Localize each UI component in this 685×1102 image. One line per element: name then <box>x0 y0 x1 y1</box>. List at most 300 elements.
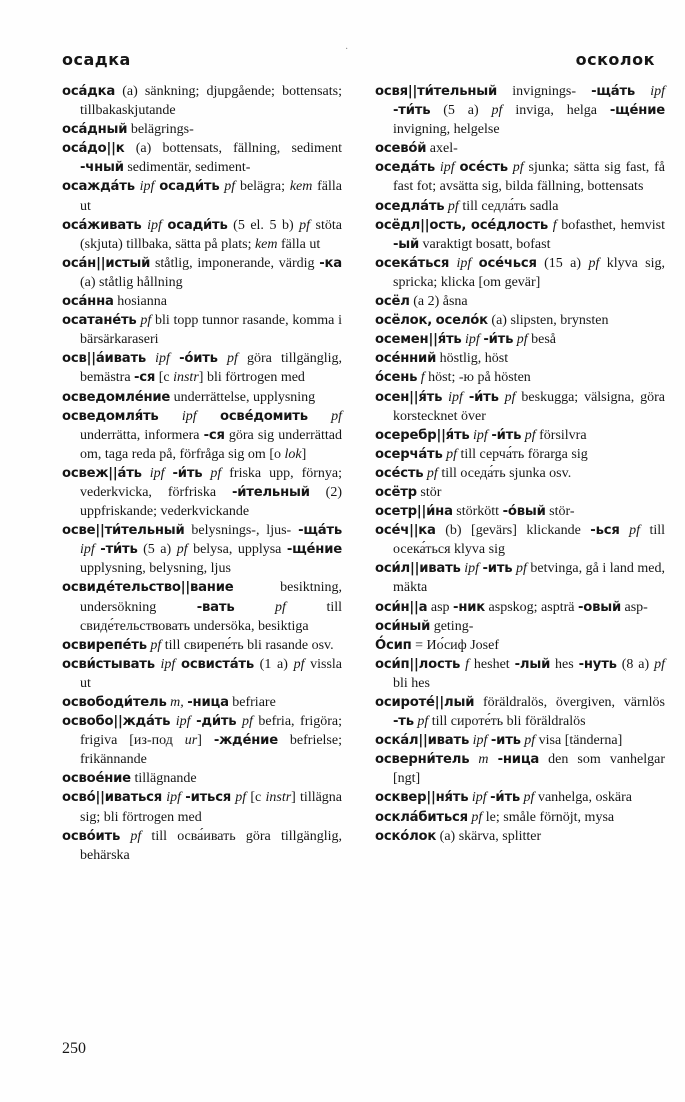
entry-subform: -и́тельный <box>231 484 310 500</box>
grammar-label: ipf <box>472 733 488 749</box>
grammar-label: ipf <box>147 217 162 233</box>
entry-headword: осквер||ня́ть <box>375 790 469 806</box>
entry-text: störkött <box>452 504 503 520</box>
entry-text <box>165 466 173 481</box>
dictionary-entry <box>375 464 665 483</box>
grammar-label: m, <box>170 695 184 710</box>
entry-text <box>635 84 650 99</box>
entry-headword: осёл <box>375 294 410 310</box>
entry-subform: -нуть <box>578 656 617 672</box>
entry-headword: осажда́ть <box>62 179 135 195</box>
entry-headword: осв||а́ивать <box>62 351 147 367</box>
dictionary-entry <box>375 158 665 196</box>
entry-text: visa [tänderna] <box>535 733 623 749</box>
entry-headword: О́сип <box>375 637 412 653</box>
entry-text: till седла́ть sadla <box>458 198 559 214</box>
entry-text: (15 a) <box>536 255 589 271</box>
dictionary-entry <box>62 769 342 788</box>
entry-headword: освирепе́ть <box>62 637 147 653</box>
entry-text <box>449 256 456 271</box>
entry-headword: осево́й <box>375 141 427 157</box>
entry-subform: -ить <box>490 733 521 749</box>
entry-text <box>308 409 331 424</box>
dictionary-entry <box>375 483 665 502</box>
entry-headword: осво́ить <box>62 828 121 844</box>
entry-subform: -ти́ть <box>393 103 431 119</box>
entry-text: till сироте́ть bli föräldralös <box>428 714 586 730</box>
dictionary-entry <box>62 82 342 120</box>
entry-text: befria, frigöra; frigiva [из-под <box>80 714 343 749</box>
entry-text: (5 a) <box>430 103 492 119</box>
running-head-right: осколок <box>575 50 655 69</box>
entry-text: = Ио́сиф Josef <box>411 637 499 653</box>
entry-headword: освое́ние <box>62 771 131 787</box>
dictionary-entry <box>62 311 342 349</box>
dictionary-entry <box>62 655 342 693</box>
entry-headword: осеребр||я́ть <box>375 427 470 443</box>
entry-text: vanhelga, oskära <box>534 790 633 806</box>
entry-text: till осва́ивать göra tillgänglig, behärska <box>80 828 343 863</box>
entry-text: befriare <box>228 695 276 710</box>
entry-headword: осви́стывать <box>62 656 155 672</box>
grammar-label: pf <box>491 103 503 119</box>
entry-headword: осверни́тель <box>375 752 470 768</box>
entry-subform: -ди́ть <box>196 714 237 730</box>
grammar-label: ipf <box>473 427 488 443</box>
entry-subform: -вать <box>196 599 235 615</box>
grammar-label: f <box>420 370 425 386</box>
entry-text: ] bli förtrogen med <box>198 370 305 386</box>
entry-headword: оса́живать <box>62 217 142 233</box>
dictionary-entry <box>62 292 342 311</box>
dictionary-entry <box>62 254 342 292</box>
entry-subform: осе́длость <box>470 217 549 233</box>
entry-text: bofasthet, hemvist <box>556 217 666 233</box>
entry-subform: -и́ть <box>483 332 514 348</box>
entry-text: befrielse; frikännande <box>80 733 342 768</box>
dictionary-entry <box>62 388 342 407</box>
grammar-label: pf <box>224 179 236 195</box>
entry-text: [c <box>155 370 174 386</box>
grammar-label: ipf <box>471 790 487 806</box>
entry-text <box>142 466 150 481</box>
entry-subform: осади́ть <box>167 217 228 233</box>
entry-subform: -лый <box>514 656 551 672</box>
entry-headword: осе́ч||ка <box>375 523 436 539</box>
dictionary-entry <box>375 731 665 750</box>
entry-text: stör <box>416 484 442 500</box>
entry-text: (a 2) åsna <box>409 294 468 310</box>
entry-text: försilvra <box>535 427 587 443</box>
entry-text <box>489 752 498 767</box>
entry-text: le; småle förnöjt, mysa <box>482 809 615 825</box>
dictionary-entry <box>375 254 665 292</box>
entry-text: hes <box>550 656 579 672</box>
grammar-label: pf <box>150 637 162 653</box>
grammar-label: f <box>552 217 557 233</box>
dictionary-entry <box>375 368 665 387</box>
dictionary-entry <box>375 655 665 693</box>
grammar-label: pf <box>447 198 459 214</box>
entry-text: underrättelse, upplysning <box>170 389 316 405</box>
dictionary-entry <box>375 445 665 464</box>
entry-subform: -ще́ние <box>286 542 342 558</box>
entry-subform: -ница <box>187 695 229 710</box>
entry-text: (a) skärva, splitter <box>436 828 542 844</box>
entry-text: fälla ut <box>277 236 321 252</box>
entry-headword: осироте́||лый <box>375 695 475 710</box>
grammar-label: ipf <box>166 790 182 806</box>
entry-text: invigning, helgelse <box>393 122 500 138</box>
entry-text: sedimentär, sediment- <box>123 160 251 176</box>
entry-headword: осатане́ть <box>62 313 137 329</box>
grammar-label: pf <box>654 656 665 672</box>
entry-text: höst; -ю på hösten <box>424 370 531 386</box>
grammar-label: pf <box>275 599 286 615</box>
dictionary-entry <box>375 311 665 330</box>
grammar-label: pf <box>512 160 524 176</box>
dictionary-entry <box>375 808 665 827</box>
entry-headword: освя||ти́тельный <box>375 84 498 99</box>
entry-headword: оседла́ть <box>375 198 445 214</box>
entry-text: stöta (skjuta) tillbaka, sätta på plats; <box>80 217 342 252</box>
entry-text: belägrings- <box>127 122 194 138</box>
entry-text: varaktigt bosatt, bofast <box>419 236 551 252</box>
grammar-label: instr <box>265 790 292 806</box>
entry-subform: -ься <box>590 523 620 539</box>
grammar-label: ipf <box>139 179 155 195</box>
entry-headword: осве||ти́тельный <box>62 523 185 539</box>
entry-headword: оско́лок <box>375 828 437 844</box>
entry-text: vissla ut <box>80 656 343 691</box>
entry-subform: -и́ть <box>468 389 499 405</box>
entry-subform: -иться <box>185 790 232 806</box>
grammar-label: pf <box>504 389 516 405</box>
dictionary-entry <box>62 827 342 865</box>
dictionary-entry <box>375 426 665 445</box>
dictionary-entry <box>62 521 342 578</box>
grammar-label: pf <box>524 427 536 443</box>
dictionary-entry <box>375 636 665 655</box>
entry-text: göra sig underrättad om, taga reda på, förfråga sig om [o <box>80 427 342 462</box>
entry-subform: -и́ть <box>172 465 203 481</box>
entry-subform: -ница <box>497 752 540 768</box>
dictionary-entry <box>375 330 665 349</box>
page-number: 250 <box>62 1040 86 1057</box>
grammar-label: ipf <box>155 351 170 367</box>
grammar-label: pf <box>241 714 253 730</box>
grammar-label: ipf <box>465 332 480 348</box>
entry-text <box>197 409 220 424</box>
dictionary-entry <box>62 120 342 139</box>
grammar-label: kem <box>289 179 313 195</box>
entry-text: geting- <box>430 618 474 634</box>
entry-text <box>218 351 227 366</box>
entry-headword: осетр||и́на <box>375 504 453 520</box>
entry-subform: осе́чься <box>478 255 537 271</box>
grammar-label: pf <box>523 790 535 806</box>
dictionary-entry <box>375 827 665 846</box>
dictionary-entry <box>62 139 342 177</box>
entry-headword: освобо||жда́ть <box>62 714 171 730</box>
entry-text: (b) [gevärs] klickande <box>435 523 591 539</box>
grammar-label: pf <box>299 217 311 233</box>
entry-subform: -ща́ть <box>298 523 342 539</box>
entry-text: fälla ut <box>80 179 343 214</box>
dictionary-entry <box>62 407 342 464</box>
dictionary-entry <box>375 617 665 636</box>
entry-text: friska upp, förnya; vederkvicka, förfriska <box>80 465 342 500</box>
entry-text: (1 a) <box>254 656 294 672</box>
entry-subform: -и́ть <box>491 427 522 443</box>
grammar-label: pf <box>515 561 527 577</box>
grammar-label: lok <box>284 446 302 462</box>
entry-subform: -ща́ть <box>591 84 636 99</box>
entry-subform: -ый <box>393 236 420 252</box>
entry-headword: освиде́тельство||вание <box>62 580 234 596</box>
entry-headword: осемен||я́ть <box>375 332 462 348</box>
dictionary-entry <box>62 349 342 387</box>
entry-subform: -чный <box>80 160 124 176</box>
entry-text: till осека́ться klyva sig <box>393 523 666 558</box>
grammar-label: ipf <box>181 408 197 424</box>
grammar-label: pf <box>524 733 536 749</box>
entry-subform: осади́ть <box>159 179 220 195</box>
entry-text: (a) sänkning; djupgående; bottensats; tillbakaskjutande <box>80 84 342 119</box>
dictionary-entry <box>62 636 342 655</box>
entry-text: tillägnande <box>130 771 197 787</box>
dictionary-entry <box>62 177 342 215</box>
entry-text: sjunka; sätta sig fast, få fast fot; avsätta sig, bilda fällning, bottensats <box>393 160 666 195</box>
grammar-label: ipf <box>464 561 479 577</box>
entry-text: göra tillgänglig, bemästra <box>80 351 343 386</box>
entry-text: inviga, helga <box>502 103 610 119</box>
left-column <box>62 82 342 865</box>
entry-text: höstlig, höst <box>436 351 509 367</box>
entry-subform: -овый <box>577 599 622 615</box>
entry-headword: осведомля́ть <box>62 408 159 424</box>
entry-text: ] <box>301 446 307 462</box>
grammar-label: instr <box>173 370 199 386</box>
entry-subform: -ти́ть <box>100 542 138 558</box>
header-dot: · <box>345 44 349 55</box>
entry-subform: осело́к <box>435 313 488 329</box>
entry-subform: -ить <box>482 561 513 577</box>
entry-text <box>159 409 182 424</box>
entry-headword: оси́л||ивать <box>375 561 461 577</box>
right-column <box>375 82 665 846</box>
entry-text: till свиде́тельствовать undersöka, besiktiga <box>80 599 343 634</box>
dictionary-entry <box>62 464 342 521</box>
entry-text <box>170 351 179 366</box>
dictionary-entry <box>375 788 665 807</box>
entry-text: underrätta, informera <box>80 427 204 443</box>
entry-text <box>234 600 275 615</box>
entry-text <box>471 256 478 271</box>
entry-text: invignings- <box>497 84 592 99</box>
entry-subform: -ся <box>203 427 225 443</box>
entry-text: aspskog; aspträ <box>485 599 578 615</box>
grammar-label: ipf <box>448 389 463 405</box>
entry-subform: -ник <box>453 599 486 615</box>
entry-text: till серча́ть förarga sig <box>457 446 588 462</box>
entry-text: (5 a) <box>137 542 177 558</box>
entry-subform: -о́вый <box>502 504 546 520</box>
dictionary-entry <box>375 388 665 426</box>
entry-text: ståtlig, imponerande, värdig <box>150 255 320 271</box>
entry-text: ] tillägna sig; bli förtrogen med <box>80 790 343 825</box>
entry-headword: осёдл||ость, <box>375 217 467 233</box>
entry-headword: осерча́ть <box>375 446 443 462</box>
entry-text: axel- <box>426 141 458 157</box>
entry-text: bli topp tunnor rasande, komma i bärsärkaraseri <box>80 313 343 348</box>
entry-text: till свирепе́ть bli rasande osv. <box>161 637 334 653</box>
entry-headword: оси́п||лость <box>375 656 461 672</box>
entry-headword: осведомле́ние <box>62 389 171 405</box>
dictionary-entry <box>375 598 665 617</box>
entry-text: asp <box>427 599 454 615</box>
entry-text: belägra; <box>235 179 290 195</box>
dictionary-entry <box>375 750 665 788</box>
entry-headword: оска́л||ивать <box>375 733 470 749</box>
entry-text: hosianna <box>113 294 167 310</box>
dictionary-entry <box>62 578 342 635</box>
grammar-label: pf <box>426 465 438 481</box>
grammar-label: pf <box>629 523 640 539</box>
grammar-label: f <box>465 656 469 672</box>
entry-subform: -ся <box>134 370 156 386</box>
grammar-label: pf <box>471 809 483 825</box>
entry-subform: -жде́ние <box>213 733 278 749</box>
entry-headword: освободи́тель <box>62 695 167 710</box>
dictionary-entry <box>375 292 665 311</box>
entry-text: den som vanhelgar [ngt] <box>393 752 666 787</box>
entry-text <box>620 523 629 538</box>
grammar-label: pf <box>235 790 247 806</box>
entry-subform: осве́домить <box>219 408 308 424</box>
entry-headword: оси́н||а <box>375 599 428 615</box>
entry-text: bli hes <box>393 675 430 691</box>
entry-subform: -и́ть <box>490 790 521 806</box>
entry-subform: -ще́ние <box>609 103 665 119</box>
entry-subform: -ка <box>319 255 342 271</box>
entry-text: (8 a) <box>616 656 655 672</box>
entry-headword: освеж||а́ть <box>62 465 142 481</box>
dictionary-entry <box>375 521 665 559</box>
grammar-label: m <box>478 752 489 768</box>
grammar-label: ipf <box>175 714 191 730</box>
entry-text: asp- <box>621 599 648 615</box>
dictionary-entry <box>62 216 342 254</box>
dictionary-entry <box>375 82 665 139</box>
dictionary-entry <box>375 197 665 216</box>
grammar-label: ipf <box>149 465 165 481</box>
entry-text: belysnings-, ljus- <box>184 523 299 539</box>
entry-text: betvinga, gå i land med, mäkta <box>393 561 666 596</box>
entry-subform: освиста́ть <box>181 656 255 672</box>
entry-text: heshet <box>469 656 515 672</box>
entry-headword: осен||я́ть <box>375 389 443 405</box>
grammar-label: kem <box>254 236 278 252</box>
dictionary-entry <box>62 712 342 769</box>
grammar-label: pf <box>130 828 142 844</box>
dictionary-entry <box>375 349 665 368</box>
entry-text: [c <box>246 790 266 806</box>
grammar-label: ipf <box>456 255 472 271</box>
entry-headword: осека́ться <box>375 255 450 271</box>
dictionary-entry <box>375 139 665 158</box>
entry-text: till оседа́ть sjunka osv. <box>437 465 572 481</box>
entry-headword: оса́дка <box>62 84 116 99</box>
entry-headword: оси́ный <box>375 618 431 634</box>
entry-headword: осе́сть <box>375 465 424 481</box>
entry-headword: осётр <box>375 484 417 500</box>
entry-headword: о́сень <box>375 370 418 386</box>
entry-headword: осёлок, <box>375 313 433 329</box>
grammar-label: pf <box>588 255 600 271</box>
grammar-label: ipf <box>650 84 665 99</box>
entry-text: stör- <box>545 504 575 520</box>
entry-headword: осе́нний <box>375 351 437 367</box>
entry-text: upplysning, belysning, ljus <box>80 561 231 577</box>
entry-text: belysa, upplysa <box>187 542 287 558</box>
entry-text: föräldralös, övergiven, värnlös <box>474 695 665 710</box>
entry-headword: оса́нна <box>62 294 114 310</box>
entry-text: klyva sig, spricka; klicka [om gevär] <box>393 255 666 290</box>
grammar-label: ur <box>184 733 198 749</box>
grammar-label: pf <box>331 408 343 424</box>
dictionary-entry <box>375 216 665 254</box>
grammar-label: pf <box>140 313 152 329</box>
dictionary-entry <box>62 693 342 712</box>
entry-text: (a) bottensats, fällning, sediment <box>124 141 342 157</box>
entry-subform: осе́сть <box>459 160 508 176</box>
entry-headword: оса́до||к <box>62 141 125 157</box>
entry-text: (5 el. 5 b) <box>227 217 300 233</box>
grammar-label: pf <box>176 542 188 558</box>
entry-text: (2) uppfriskande; vederkvickande <box>80 484 343 520</box>
entry-headword: оседа́ть <box>375 160 435 176</box>
dictionary-entry <box>375 559 665 597</box>
entry-text: beskugga; välsigna, göra korstecknet över <box>393 389 666 424</box>
grammar-label: ipf <box>80 542 95 558</box>
dictionary-entry <box>375 693 665 731</box>
grammar-label: pf <box>446 446 457 462</box>
grammar-label: pf <box>516 332 528 348</box>
running-head-left: осадка <box>62 50 131 69</box>
entry-subform: -ть <box>393 714 414 730</box>
entry-text: beså <box>527 332 557 348</box>
grammar-label: ipf <box>439 160 455 176</box>
grammar-label: pf <box>210 465 222 481</box>
entry-text: besiktning, undersökning <box>80 580 342 615</box>
grammar-label: pf <box>226 351 238 367</box>
entry-text: (a) slipsten, brynsten <box>487 313 609 329</box>
entry-headword: осво́||иваться <box>62 790 163 806</box>
entry-text: (a) ståtlig hållning <box>80 274 183 290</box>
dictionary-entry <box>62 788 342 826</box>
entry-text <box>120 829 130 844</box>
entry-subform: -о́ить <box>179 351 218 367</box>
dictionary-entry <box>375 502 665 521</box>
grammar-label: pf <box>417 714 429 730</box>
grammar-label: ipf <box>160 656 176 672</box>
entry-text <box>146 351 155 366</box>
entry-headword: оса́дный <box>62 122 128 138</box>
entry-headword: оскла́биться <box>375 809 468 825</box>
grammar-label: pf <box>293 656 305 672</box>
entry-text: ] <box>197 733 214 749</box>
